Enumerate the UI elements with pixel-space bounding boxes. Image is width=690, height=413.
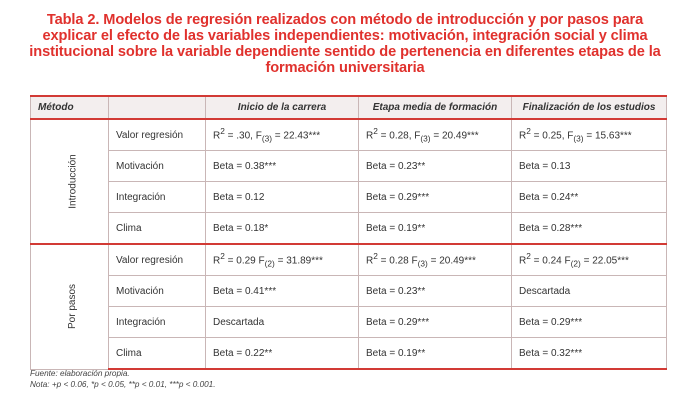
table-row: [31, 119, 667, 151]
variable-cell: Motivación: [109, 276, 206, 307]
table-row: [31, 276, 667, 307]
value-cell: Beta = 0.24**: [512, 182, 667, 213]
variable-cell: Integración: [109, 182, 206, 213]
value-cell: Beta = 0.23**: [359, 276, 512, 307]
table-row: [31, 338, 667, 370]
table-row: [31, 307, 667, 338]
value-cell: Beta = 0.19**: [359, 338, 512, 370]
header-finalizacion: Finalización de los estudios: [512, 96, 667, 119]
table-row: [31, 244, 667, 276]
value-cell: Descartada: [512, 276, 667, 307]
value-cell: Descartada: [206, 307, 359, 338]
value-cell: Beta = 0.29***: [359, 182, 512, 213]
significance-note: Nota: +p < 0.06, *p < 0.05, **p < 0.01, ***p < 0.001.: [30, 380, 216, 389]
value-cell: Beta = 0.12: [206, 182, 359, 213]
method-label: Por pasos: [67, 284, 79, 330]
value-cell: $R^2 = 0.28$, $F_{(3)} = 20.49***$: [359, 119, 512, 151]
variable-cell: Motivación: [109, 151, 206, 182]
variable-cell: Integración: [109, 307, 206, 338]
value-cell: $R^2 = .30$, $F_{(3)} = 22.43***$: [206, 119, 359, 151]
header-inicio: Inicio de la carrera: [206, 96, 359, 119]
value-cell: Beta = 0.41***: [206, 276, 359, 307]
variable-cell: Valor regresión: [109, 119, 206, 151]
value-cell: $R^2 = 0.28$ $F_{(3)} = 20.49***$: [359, 244, 512, 276]
value-cell: Beta = 0.32***: [512, 338, 667, 370]
table-notes: [30, 368, 216, 390]
header-method: Método: [31, 96, 109, 119]
method-cell-introduccion: [31, 119, 109, 244]
variable-cell: Clima: [109, 213, 206, 245]
method-label: Introducción: [67, 154, 79, 209]
method-cell-por-pasos: [31, 244, 109, 369]
variable-cell: Clima: [109, 338, 206, 370]
value-cell: Beta = 0.28***: [512, 213, 667, 245]
header-row: [31, 96, 667, 119]
value-cell: Beta = 0.29***: [359, 307, 512, 338]
source-note: Fuente: elaboración propia.: [30, 369, 130, 378]
regression-table: [30, 95, 667, 370]
header-etapa-media: Etapa media de formación: [359, 96, 512, 119]
value-cell: Beta = 0.22**: [206, 338, 359, 370]
value-cell: Beta = 0.29***: [512, 307, 667, 338]
table-row: [31, 213, 667, 245]
value-cell: Beta = 0.38***: [206, 151, 359, 182]
value-cell: $R^2 = 0.24$ $F_{(2)} = 22.05***$: [512, 244, 667, 276]
value-cell: $R^2 = 0.25$, $F_{(3)} = 15.63***$: [512, 119, 667, 151]
variable-cell: Valor regresión: [109, 244, 206, 276]
header-variable: [109, 96, 206, 119]
table-row: [31, 182, 667, 213]
table-row: [31, 151, 667, 182]
value-cell: Beta = 0.19**: [359, 213, 512, 245]
value-cell: $R^2 = 0.29$ $F_{(2)} = 31.89***$: [206, 244, 359, 276]
table-title: Tabla 2. Modelos de regresión realizados con método de introducción y por pasos para explicar el efecto de las variables independientes: motivación, integración social y clima institucional sobre la variable dependiente sentido de pertenencia en diferentes etapas de la formación universitaria: [29, 12, 661, 76]
value-cell: Beta = 0.18*: [206, 213, 359, 245]
value-cell: Beta = 0.23**: [359, 151, 512, 182]
value-cell: Beta = 0.13: [512, 151, 667, 182]
